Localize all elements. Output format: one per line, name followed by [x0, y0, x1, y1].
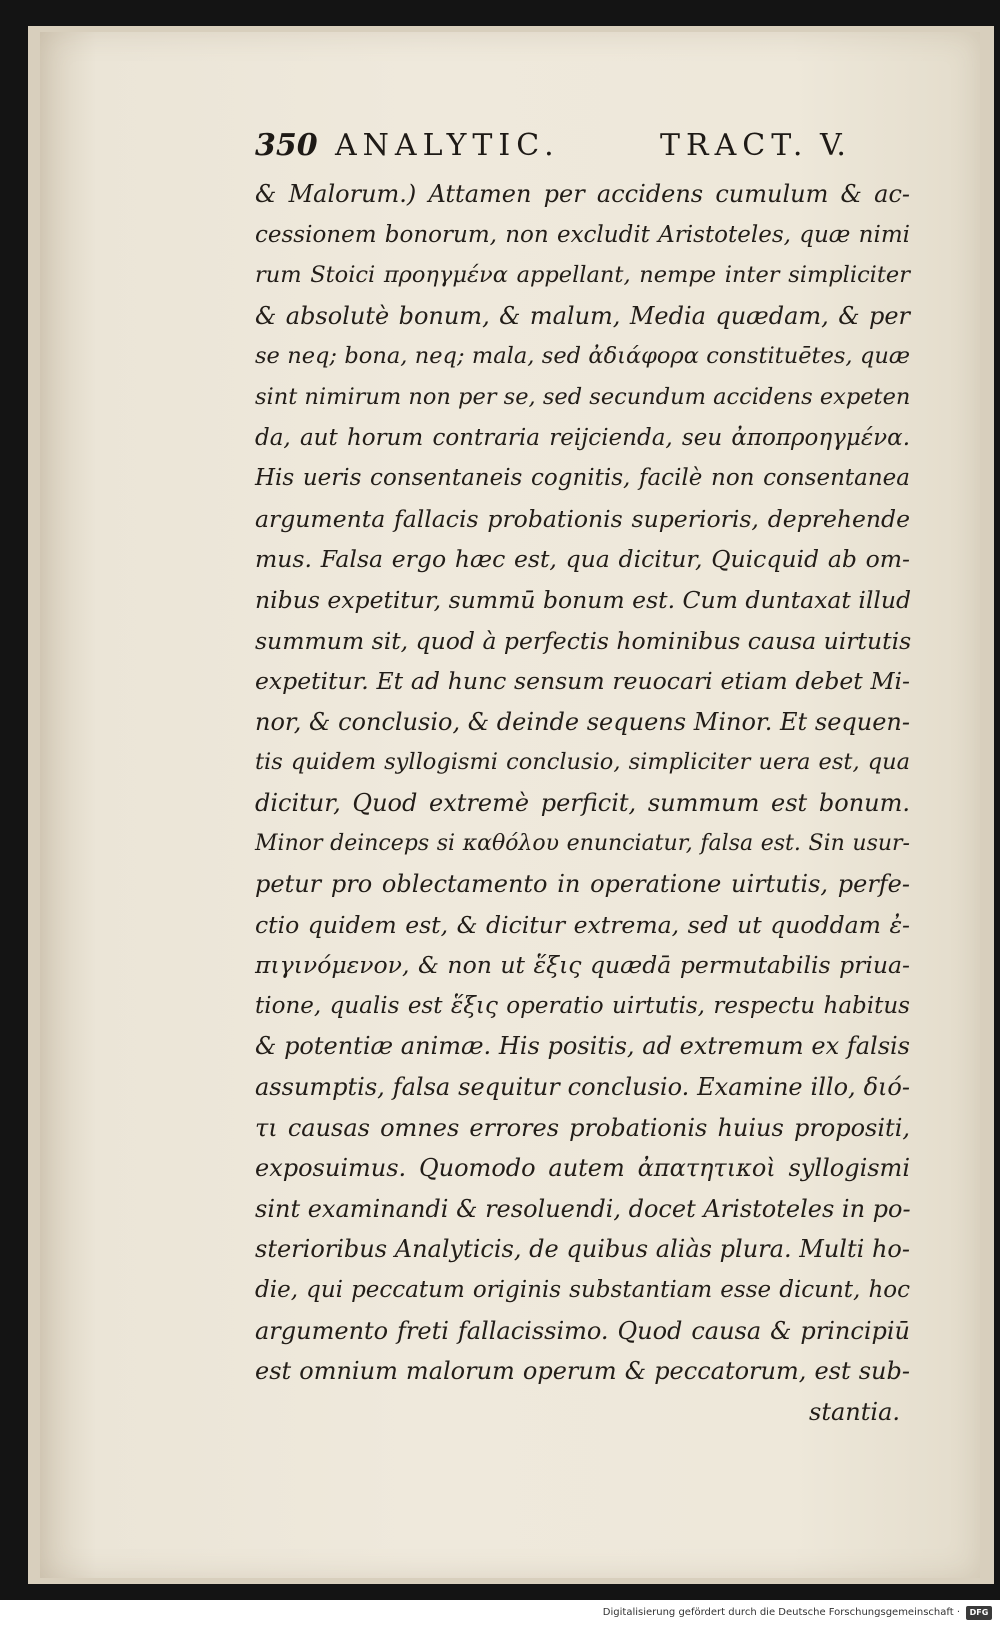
text-line: mus. Falsa ergo hæc est, qua dicitur, Quicquid ab om- [255, 545, 910, 574]
text-line: His ueris consentaneis cognitis, facilè non consentanea [255, 465, 910, 492]
text-line: & potentiæ animæ. His positis, ad extremum ex falsis [255, 1032, 910, 1061]
text-line: nibus expetitur, summū bonum est. Cum duntaxat illud [255, 585, 912, 614]
text-line: sterioribus Analyticis, de quibus aliàs plura. Multi ho- [255, 1235, 910, 1264]
text-line: petur pro oblectamento in operatione uirtutis, perfe- [255, 870, 910, 899]
page-number: 350 [255, 128, 318, 163]
text-line: summum sit, quod à perfectis hominibus causa uirtutis [255, 626, 912, 655]
text-line: argumento freti fallacissimo. Quod causa & principiū [255, 1316, 910, 1345]
text-line: se neq; bona, neq; mala, sed ἀδιάφορα constituētes, quæ [255, 343, 910, 370]
text-line: πιγινόμενον, & non ut ἕξις quædā permutabilis priua- [255, 951, 910, 980]
running-title-part-2: TRACT. [660, 128, 809, 163]
text-line: argumenta fallacis probationis superioris, deprehende [255, 504, 910, 533]
text-line: est omnium malorum operum & peccatorum, est sub- [255, 1357, 910, 1386]
text-line: da, aut horum contraria reijcienda, seu ἀποπροηγμένα. [255, 424, 910, 451]
body-text [255, 174, 910, 1432]
text-line: tis quidem syllogismi conclusio, simpliciter uera est, qua [255, 749, 910, 776]
dfg-logo-icon: DFG [966, 1606, 992, 1620]
text-line: assumptis, falsa sequitur conclusio. Examine illo, διό- [255, 1073, 910, 1102]
text-line: tione, qualis est ἕξις operatio uirtutis, respectu habitus [255, 992, 910, 1019]
text-line: die, qui peccatum originis substantiam esse dicunt, hoc [255, 1277, 910, 1304]
funding-credit: Digitalisierung gefördert durch die Deutsche Forschungsgemeinschaft · [602, 1607, 960, 1618]
text-line: rum Stoici προηγμένα appellant, nempe inter simpliciter [255, 262, 910, 289]
text-line: dicitur, Quod extremè perficit, summum est bonum. [255, 788, 910, 817]
text-line: expetitur. Et ad hunc sensum reuocari etiam debet Mi- [255, 667, 910, 696]
text-line: sint nimirum non per se, sed secundum accidens expeten [255, 383, 911, 410]
text-line: Minor deinceps si καθόλου enunciatur, falsa est. Sin usur- [255, 830, 910, 856]
running-title-part-1: ANALYTIC. [335, 128, 560, 163]
running-title-part-3: V. [820, 128, 846, 163]
text-line-last: stantia. [809, 1397, 900, 1426]
text-line: τι causas omnes errores probationis huius propositi, [255, 1113, 910, 1142]
text-line: & absolutè bonum, & malum, Media quædam, & per [255, 301, 910, 330]
text-line: cessionem bonorum, non excludit Aristoteles, quæ nimi [255, 221, 910, 248]
text-line: nor, & conclusio, & deinde sequens Minor. Et sequen- [255, 707, 910, 736]
text-line: exposuimus. Quomodo autem ἀπατητικοὶ syllogismi [255, 1154, 910, 1183]
text-line: ctio quidem est, & dicitur extrema, sed ut quoddam ἐ- [255, 910, 910, 939]
digitization-footer [0, 1600, 1000, 1628]
text-line: sint examinandi & resoluendi, docet Aristoteles in po- [255, 1194, 911, 1223]
text-line: & Malorum.) Attamen per accidens cumulum & ac- [255, 180, 910, 208]
page-header [255, 128, 895, 172]
